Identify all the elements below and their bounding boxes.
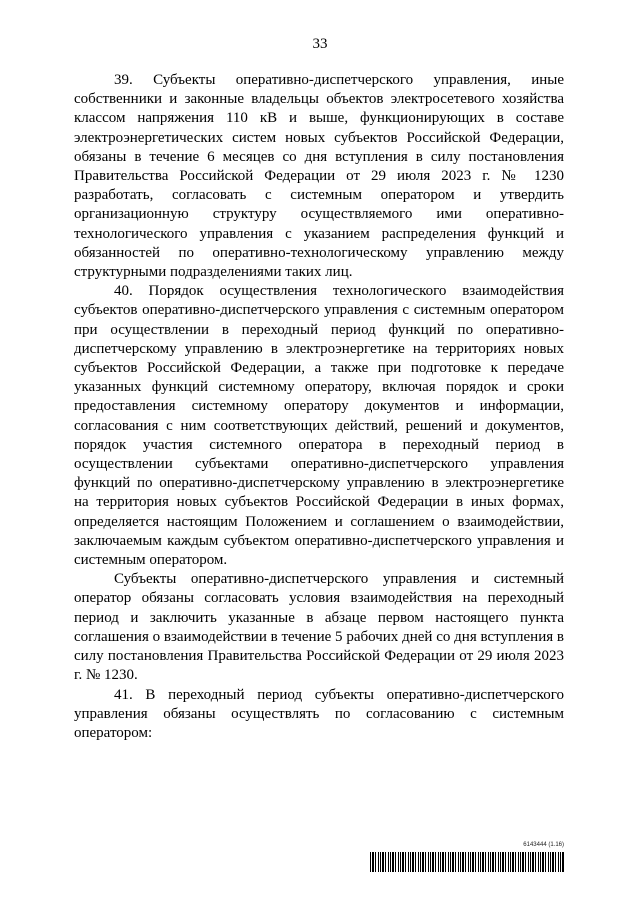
paragraph-40: 40. Порядок осуществления технологического взаимодействия субъектов оперативно-диспетчерского управления с системным оператором при осуществлении в переходный период функций по оперативно-диспетчерскому управлению в электроэнергетике на территориях новых субъектов Российской Федерации, а также при подготовке к передаче указанных функций системному оператору, включая порядок и сроки предоставления системному оператору документов и информации, согласования с ним соответствующих действий, решений и документов, порядок участия системного оператора в переходный период в осуществлении субъектами оперативно-диспетчерского управления функций по оперативно-диспетчерскому управлению в электроэнергетике на территория новых субъектов Российской Федерации в иных формах, определяется настоящим Положением и соглашением о взаимодействии, заключаемым каждым субъектом оперативно-диспетчерского управления и системным оператором. <box>74 283 564 569</box>
document-code: 6143444 (1.16) <box>523 842 564 848</box>
paragraph-39: 39. Субъекты оперативно-диспетчерского управления, иные собственники и законные владельцы объектов электросетевого хозяйства классом напряжения 110 кВ и выше, функционирующих в составе электроэнергетических систем новых субъектов Российской Федерации, обязаны в течение 6 месяцев со дня вступления в силу постановления Правительства Российской Федерации от 29 июля 2023 г. № 1230 разработать, согласовать с системным оператором и утвердить организационную структуру осуществляемого ими оперативно-технологического управления с указанием распределения функций и обязанностей по оперативно-технологическому управлению между структурными подразделениями таких лиц. <box>74 72 564 281</box>
page-number: 33 <box>312 36 328 52</box>
document-body <box>74 71 564 743</box>
paragraph-41: 41. В переходный период субъекты оперативно-диспетчерского управления обязаны осуществлять по согласованию с системным оператором: <box>74 686 564 741</box>
barcode-image <box>370 852 564 872</box>
paragraph-40-continued: Субъекты оперативно-диспетчерского управления и системный оператор обязаны согласовать условия взаимодействия на переходный период и заключить указанные в абзаце первом настоящего пункта соглашения о взаимодействии в течение 5 рабочих дней со дня вступления в силу постановления Правительства Российской Федерации от 29 июля 2023 г. № 1230. <box>74 571 564 684</box>
